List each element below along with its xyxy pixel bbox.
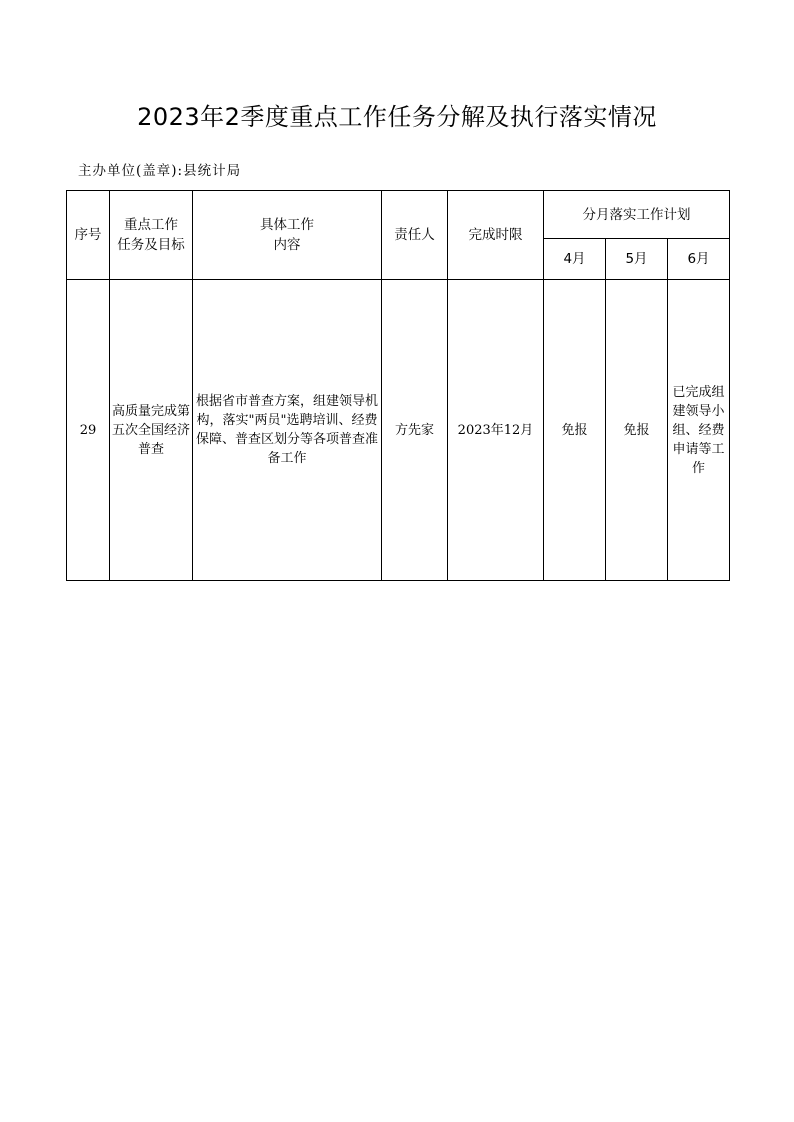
header-content	[193, 191, 382, 280]
row-month-4: 免报	[544, 280, 606, 581]
header-task-line2: 任务及目标	[117, 237, 185, 253]
header-row-1	[67, 191, 730, 239]
header-content-line2: 内容	[273, 237, 301, 253]
header-task	[110, 191, 193, 280]
header-month-4: 4月	[544, 239, 606, 280]
header-content-line1: 具体工作	[260, 217, 314, 233]
header-person: 责任人	[382, 191, 448, 280]
row-month-6: 已完成组建领导小组、经费申请等工作	[668, 280, 730, 581]
row-deadline: 2023年12月	[448, 280, 544, 581]
header-deadline: 完成时限	[448, 191, 544, 280]
row-person: 方先家	[382, 280, 448, 581]
row-month-5: 免报	[606, 280, 668, 581]
row-content: 根据省市普查方案，组建领导机构，落实"两员"选聘培训、经费保障、普查区划分等各项普查准备工作	[193, 280, 382, 581]
page-title: 2023年2季度重点工作任务分解及执行落实情况	[137, 103, 657, 131]
row-task: 高质量完成第五次全国经济普查	[110, 280, 193, 581]
table-row	[67, 280, 730, 581]
header-month-6: 6月	[668, 239, 730, 280]
header-task-line1: 重点工作	[124, 217, 178, 233]
header-month-5: 5月	[606, 239, 668, 280]
header-seq: 序号	[67, 191, 110, 280]
header-monthly-plan: 分月落实工作计划	[544, 191, 730, 239]
work-plan-table	[66, 190, 730, 581]
organizer-label: 主办单位(盖章):县统计局	[78, 163, 242, 179]
row-seq: 29	[67, 280, 110, 581]
